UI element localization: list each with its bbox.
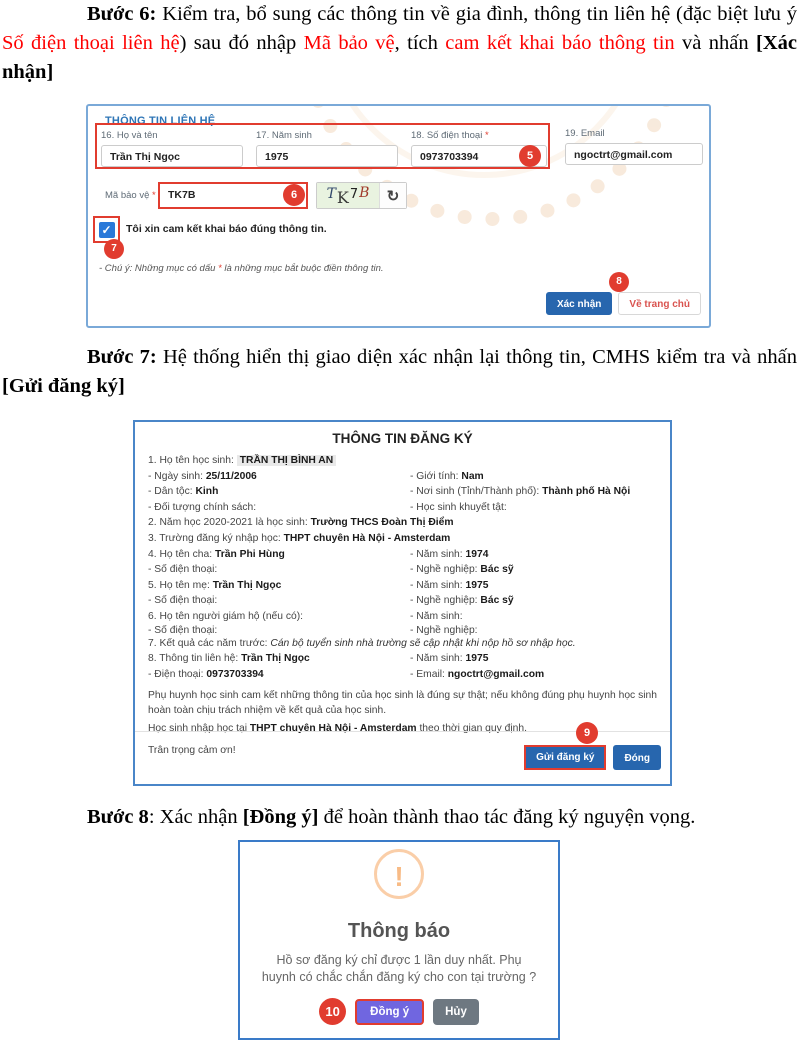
email-label: 19. Email bbox=[565, 128, 605, 139]
commit-checkbox-label: Tôi xin cam kết khai báo đúng thông tin. bbox=[126, 223, 327, 235]
table-row: 8. Thông tin liên hệ: Trần Thị Ngọc - Năm sinh: 1975 bbox=[148, 652, 489, 664]
step-badge-7: 7 bbox=[104, 239, 124, 259]
step-badge-5: 5 bbox=[519, 145, 541, 167]
table-row: - Số điện thoại: - Nghề nghiệp: Bác sỹ bbox=[148, 595, 514, 607]
birthyear-field bbox=[256, 130, 398, 167]
required-note: - Chú ý: Những mục có dấu * là những mục bắt buộc điền thông tin. bbox=[99, 263, 384, 274]
registration-panel bbox=[133, 420, 672, 786]
send-registration-button[interactable]: Gửi đăng ký bbox=[524, 745, 606, 770]
table-row: - Đối tượng chính sách: - Học sinh khuyết tật: bbox=[148, 501, 507, 513]
student-name: TRẦN THỊ BÌNH AN bbox=[237, 455, 336, 466]
phone-field bbox=[411, 130, 547, 167]
required-star: * bbox=[152, 190, 156, 201]
table-row: 3. Trường đăng ký nhập học: THPT chuyên Hà Nội - Amsterdam bbox=[148, 532, 451, 544]
table-row: - Điện thoại: 0973703394 - Email: ngoctrt@gmail.com bbox=[148, 669, 545, 681]
table-row: 6. Họ tên người giám hộ (nếu có): - Năm sinh: bbox=[148, 610, 463, 622]
table-row: 1. Họ tên học sinh: TRẦN THỊ BÌNH AN bbox=[148, 453, 657, 469]
notification-dialog bbox=[238, 840, 560, 1040]
fullname-input[interactable]: Trần Thị Ngọc bbox=[101, 145, 243, 167]
captcha-emphasis: Mã bảo vệ bbox=[303, 32, 395, 54]
step6-label: Bước 6: bbox=[87, 3, 157, 25]
birthyear-input[interactable]: 1975 bbox=[256, 145, 398, 167]
enrollment-text: Học sinh nhập học tại THPT chuyên Hà Nội - Amsterdam theo thời gian quy định. bbox=[148, 723, 527, 735]
confirm-button[interactable]: Xác nhận bbox=[546, 292, 612, 315]
registration-rows bbox=[148, 453, 657, 683]
step-badge-6: 6 bbox=[283, 184, 305, 206]
required-star: * bbox=[484, 130, 489, 141]
dialog-title: Thông báo bbox=[347, 920, 451, 942]
close-button[interactable]: Đóng bbox=[613, 745, 661, 770]
table-row: 2. Năm học 2020-2021 là học sinh: Trường THCS Đoàn Thị Điểm bbox=[148, 517, 454, 529]
table-row: 5. Họ tên mẹ: Trần Thị Ngọc - Năm sinh: 1975 bbox=[148, 579, 489, 591]
commit-checkbox[interactable]: ✓ bbox=[99, 222, 115, 238]
table-row: - Ngày sinh: 25/11/2006 - Giới tính: Nam bbox=[148, 470, 484, 482]
table-row: - Dân tộc: Kinh - Nơi sinh (Tỉnh/Thành phố): Thành phố Hà Nội bbox=[148, 486, 631, 498]
submit-emphasis: [Gửi đăng ký] bbox=[2, 375, 125, 397]
dialog-actions bbox=[240, 998, 558, 1025]
table-row: - Số điện thoại: - Nghề nghiệp: bbox=[148, 624, 478, 636]
step7-label: Bước 7: bbox=[87, 346, 157, 368]
fullname-field bbox=[101, 130, 243, 167]
home-button[interactable]: Về trang chủ bbox=[618, 292, 701, 315]
confirm-emphasis: [Xác nhận] bbox=[2, 32, 797, 83]
table-row: - Số điện thoại: - Nghề nghiệp: Bác sỹ bbox=[148, 564, 514, 576]
phone-input[interactable]: 0973703394 5 bbox=[411, 145, 547, 167]
captcha-image: T K 7 B bbox=[317, 183, 379, 208]
commit-emphasis: cam kết khai báo thông tin bbox=[445, 32, 675, 54]
step8-label: Bước 8 bbox=[87, 806, 149, 828]
contact-form-header: THÔNG TIN LIÊN HỆ bbox=[105, 115, 216, 127]
phone-emphasis: Số điện thoại liên hệ bbox=[2, 32, 180, 54]
table-row: 4. Họ tên cha: Trần Phi Hùng - Năm sinh: 1974 bbox=[148, 548, 489, 560]
commitment-text: Phụ huynh học sinh cam kết những thông tin của học sinh là đúng sự thật; nếu không đúng phụ huynh học sinh hoàn toàn chịu trách nhiệm về kết quả của học sinh. bbox=[148, 690, 657, 716]
fullname-label: 16. Họ và tên bbox=[101, 130, 158, 141]
captcha-label: Mã bảo vệ * bbox=[105, 190, 156, 201]
warning-icon: ! bbox=[374, 849, 424, 899]
captcha-widget bbox=[316, 182, 407, 209]
step7-paragraph: Bước 7: Hệ thống hiển thị giao diện xác nhận lại thông tin, CMHS kiểm tra và nhấn [Gửi đăng ký] bbox=[2, 346, 797, 397]
agree-emphasis: [Đồng ý] bbox=[242, 806, 319, 828]
step-badge-9: 9 bbox=[576, 722, 598, 744]
cancel-button[interactable]: Hủy bbox=[433, 999, 479, 1025]
dialog-message: Hồ sơ đăng ký chỉ được 1 lần duy nhất. Phụ huynh có chắc chắn đăng ký cho con tại trường ? bbox=[261, 953, 537, 984]
contact-form-actions bbox=[546, 292, 701, 315]
email-field bbox=[565, 128, 703, 165]
registration-title: THÔNG TIN ĐĂNG KÝ bbox=[332, 431, 473, 446]
annotation-box-contact-fields bbox=[95, 123, 550, 169]
step-badge-8: 8 bbox=[609, 272, 629, 292]
phone-label: 18. Số điện thoại * bbox=[411, 130, 489, 141]
step8-paragraph: Bước 8: Xác nhận [Đồng ý] để hoàn thành thao tác đăng ký nguyện vọng. bbox=[87, 806, 696, 828]
step6-paragraph: Bước 6: Kiểm tra, bổ sung các thông tin về gia đình, thông tin liên hệ (đặc biệt lưu ý Số điện thoại liên hệ) sau đó nhập Mã bảo vệ, tích cam kết khai báo thông tin và nhấn [Xác nhận] bbox=[2, 3, 797, 83]
captcha-input[interactable]: TK7B 6 bbox=[158, 182, 308, 209]
contact-form-panel bbox=[86, 104, 711, 328]
refresh-captcha-icon[interactable]: ↻ bbox=[379, 183, 406, 208]
agree-button[interactable]: Đồng ý bbox=[355, 999, 424, 1025]
step-badge-10: 10 bbox=[319, 998, 346, 1025]
table-row: 7. Kết quả các năm trước: Cán bộ tuyển sinh nhà trường sẽ cập nhật khi nộp hồ sơ nhập học. bbox=[148, 638, 576, 650]
email-input[interactable]: ngoctrt@gmail.com bbox=[565, 143, 703, 165]
thanks-text: Trân trọng cảm ơn! bbox=[148, 745, 236, 757]
birthyear-label: 17. Năm sinh bbox=[256, 130, 312, 141]
